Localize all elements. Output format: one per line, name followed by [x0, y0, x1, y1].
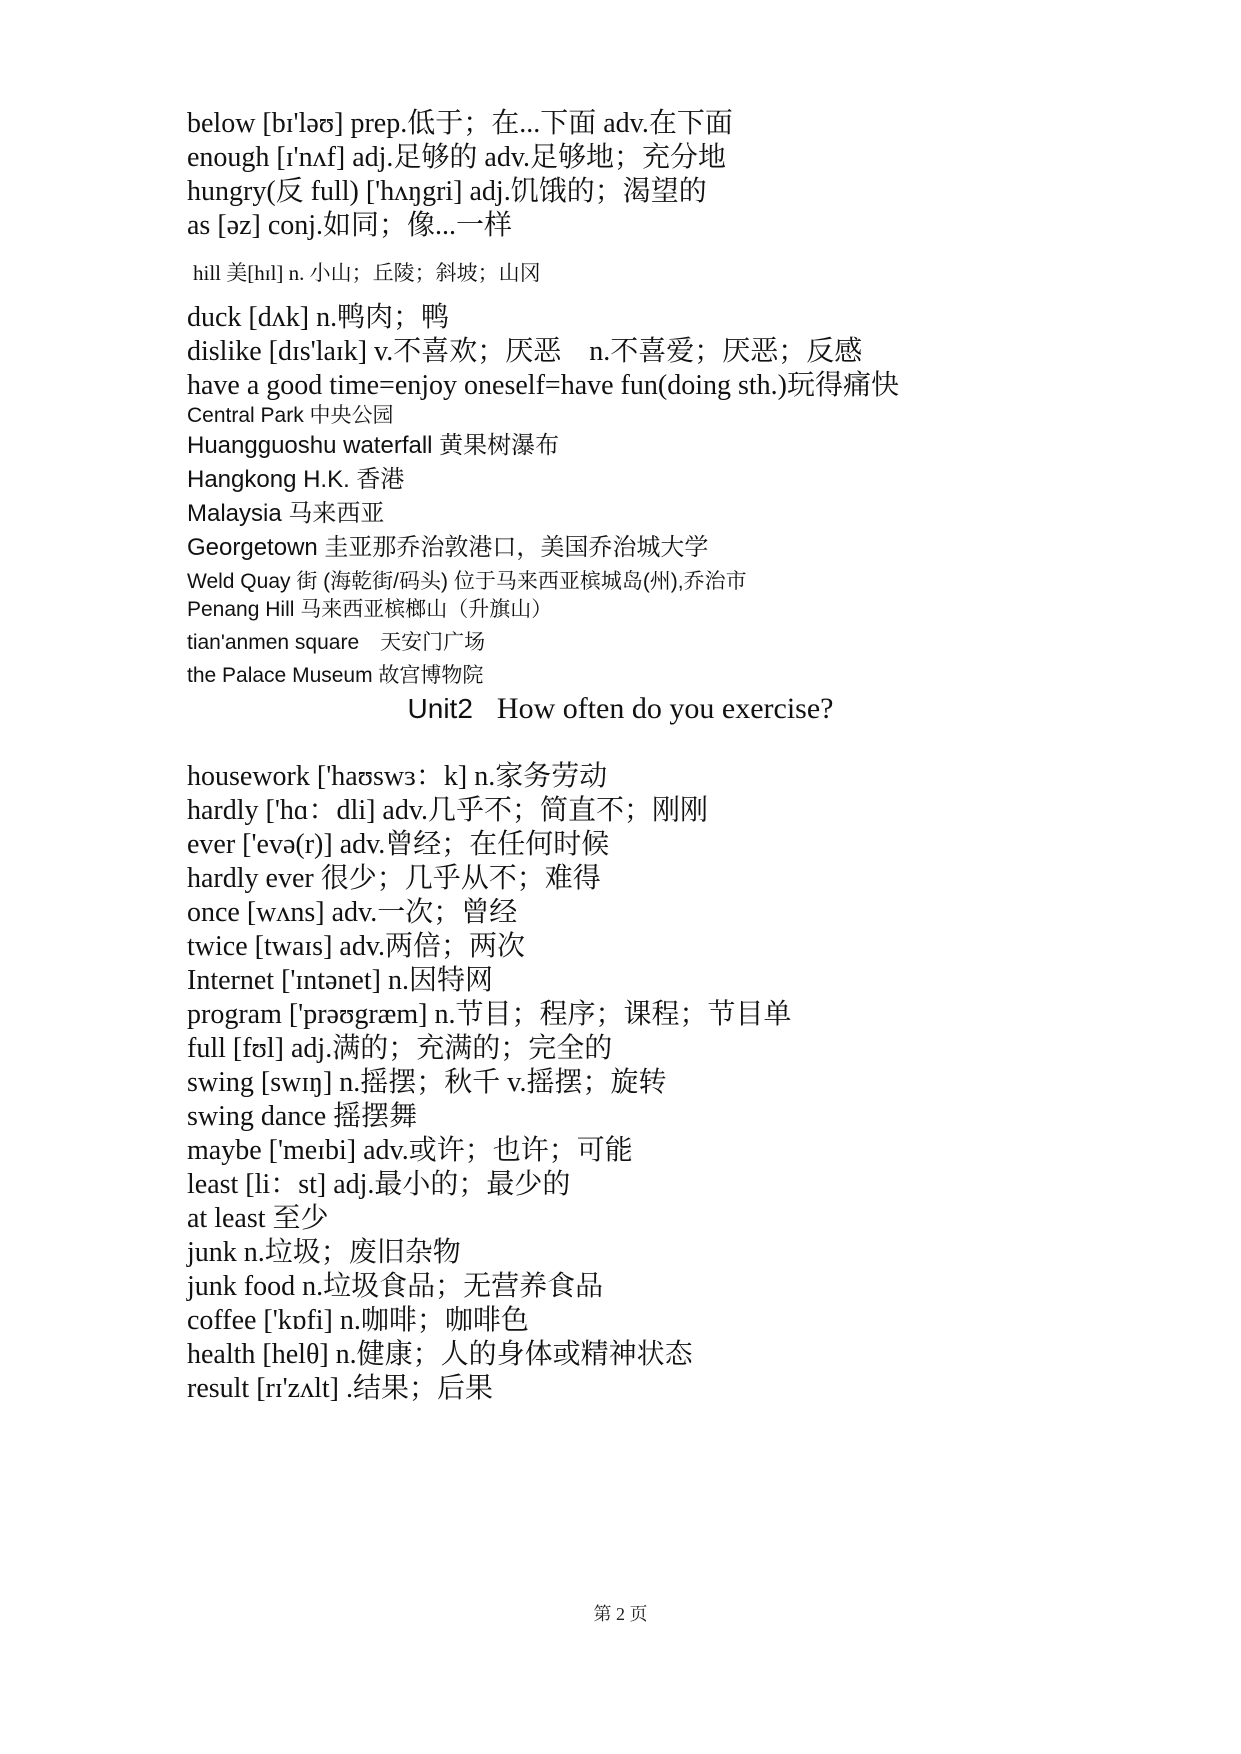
- page-number: 第 2 页: [593, 1604, 648, 1624]
- vocab-entry: junk n.垃圾；废旧杂物: [187, 1237, 461, 1268]
- unit-label: Unit2: [407, 693, 473, 724]
- vocab-entry: at least 至少: [187, 1203, 329, 1234]
- vocab-entry: least [li：st] adj.最小的；最少的: [187, 1169, 571, 1200]
- vocab-entry: hungry(反 full) ['hʌŋgri] adj.饥饿的；渴望的: [187, 176, 707, 207]
- vocab-entry: Hangkong H.K. 香港: [187, 466, 405, 493]
- vocab-entry: result [rɪ'zʌlt] .结果；后果: [187, 1373, 493, 1404]
- vocab-entry: tian'anmen square 天安门广场: [187, 631, 486, 654]
- vocab-entry: swing dance 摇摆舞: [187, 1101, 418, 1132]
- vocab-entry: full [fʊl] adj.满的；充满的；完全的: [187, 1033, 613, 1064]
- vocab-entry: twice [twaɪs] adv.两倍；两次: [187, 931, 525, 962]
- vocab-entry: the Palace Museum 故宫博物院: [187, 664, 484, 687]
- vocab-entry: Weld Quay 街 (海乾街/码头) 位于马来西亚槟城岛(州),乔治市: [187, 570, 747, 593]
- vocab-entry: Georgetown 圭亚那乔治敦港口，美国乔治城大学: [187, 534, 709, 561]
- vocab-entry: housework ['haʊswɜ：k] n.家务劳动: [187, 761, 608, 792]
- vocab-entry: Penang Hill 马来西亚槟榔山（升旗山）: [187, 598, 553, 621]
- vocab-entry: health [helθ] n.健康；人的身体或精神状态: [187, 1339, 693, 1370]
- vocab-entry: swing [swɪŋ] n.摇摆；秋千 v.摇摆；旋转: [187, 1067, 667, 1098]
- vocab-entry: dislike [dɪs'laɪk] v.不喜欢；厌恶 n.不喜爱；厌恶；反感: [187, 336, 863, 367]
- vocab-entry: Malaysia 马来西亚: [187, 500, 385, 527]
- vocab-entry: once [wʌns] adv.一次；曾经: [187, 897, 518, 928]
- vocab-entry: ever ['evə(r)] adv.曾经；在任何时候: [187, 829, 610, 860]
- vocab-entry: Central Park 中央公园: [187, 404, 394, 427]
- unit-heading: [0, 690, 1241, 728]
- vocab-entry: have a good time=enjoy oneself=have fun(doing sth.)玩得痛快: [187, 370, 899, 401]
- vocab-entry: hardly ['hɑ：dli] adv.几乎不；简直不；刚刚: [187, 795, 709, 826]
- vocab-entry: hardly ever 很少；几乎从不；难得: [187, 863, 601, 894]
- vocab-entry: enough [ɪ'nʌf] adj.足够的 adv.足够地；充分地: [187, 142, 727, 173]
- vocab-entry: Internet ['ɪntənet] n.因特网: [187, 965, 493, 996]
- vocab-entry: junk food n.垃圾食品；无营养食品: [187, 1271, 604, 1302]
- vocab-entry: hill 美[hɪl] n. 小山；丘陵；斜坡；山冈: [193, 261, 541, 285]
- vocab-entry: maybe ['meɪbi] adv.或许；也许；可能: [187, 1135, 633, 1166]
- vocab-entry: program ['prəʊgræm] n.节目；程序；课程；节目单: [187, 999, 792, 1030]
- vocab-entry: Huangguoshu waterfall 黄果树瀑布: [187, 432, 560, 459]
- vocab-entry: duck [dʌk] n.鸭肉；鸭: [187, 302, 450, 333]
- vocab-entry: below [bɪ'ləʊ] prep.低于；在...下面 adv.在下面: [187, 108, 733, 139]
- vocab-entry: coffee ['kɒfi] n.咖啡；咖啡色: [187, 1305, 529, 1336]
- unit-title: How often do you exercise?: [496, 692, 834, 725]
- vocab-entry: as [əz] conj.如同；像...一样: [187, 210, 513, 241]
